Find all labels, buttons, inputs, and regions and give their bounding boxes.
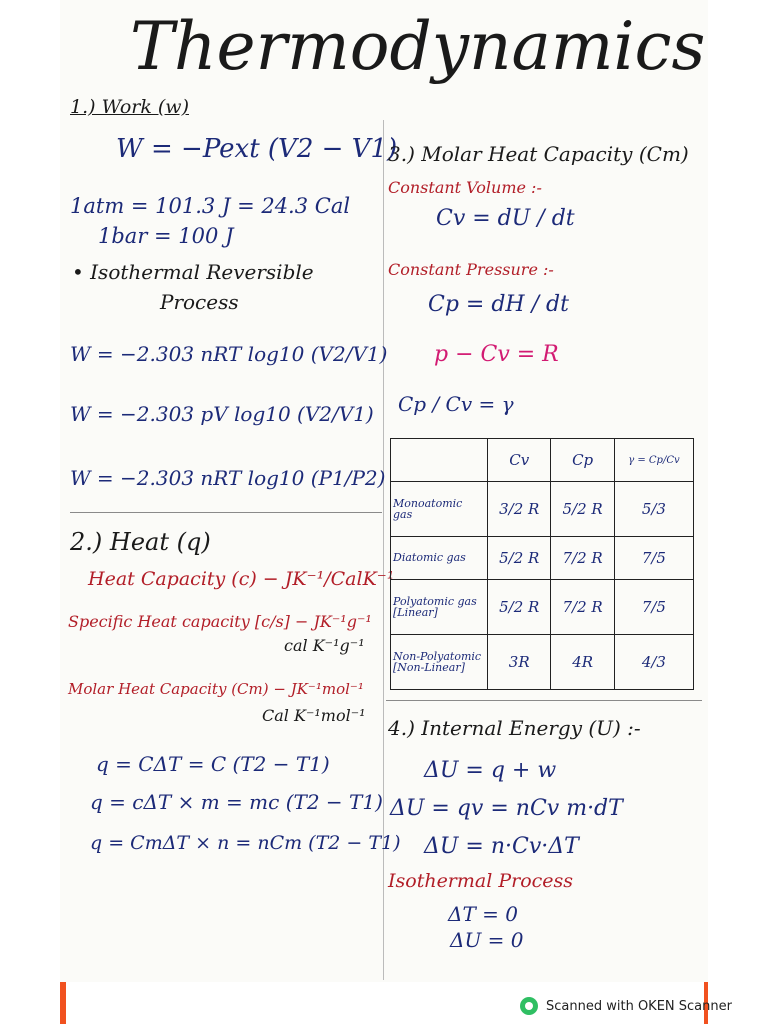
table-cell: 4/3 (614, 635, 693, 690)
heat-eq-1: q = CΔT = C (T2 − T1) (96, 752, 330, 776)
table-cell: 5/3 (614, 482, 693, 537)
internal-eq-1: ΔU = q + w (424, 758, 557, 783)
table-cell: 5/2 R (488, 580, 551, 635)
table-header-cell: γ = Cp/Cv (614, 439, 693, 482)
table-row (391, 635, 694, 690)
table-row (391, 482, 694, 537)
table-cell-gas: Polyatomic gas [Linear] (391, 580, 488, 635)
isothermal-heading-cont: Process (160, 290, 239, 314)
unit-conversion-atm: 1atm = 101.3 J = 24.3 Cal (70, 194, 351, 218)
gas-heat-capacity-table (390, 438, 694, 690)
table-cell: 4R (551, 635, 614, 690)
table-cell: 5/2 R (551, 482, 614, 537)
table-cell: 3/2 R (488, 482, 551, 537)
heat-eq-2: q = cΔT × m = mc (T2 − T1) (90, 790, 383, 814)
table-cell-gas: Non-Polyatomic [Non-Linear] (391, 635, 488, 690)
cv-formula: Cv = dU / dt (436, 206, 575, 231)
molar-heat-units: Cal K⁻¹mol⁻¹ (262, 706, 366, 725)
heat-capacity-line: Heat Capacity (c) − JK⁻¹/CalK⁻¹ (88, 568, 395, 590)
internal-eq-2: ΔU = qv = nCv m·dT (390, 796, 623, 821)
section-divider-table-internal (386, 700, 702, 701)
heat-eq-3: q = CmΔT × n = nCm (T2 − T1) (90, 832, 401, 854)
mayer-relation: p − Cv = R (434, 342, 559, 367)
unit-conversion-bar: 1bar = 100 J (98, 224, 234, 248)
heat-heading: 2.) Heat (q) (70, 528, 211, 556)
constant-volume-label: Constant Volume :- (388, 178, 542, 197)
table-cell: 5/2 R (488, 537, 551, 580)
table-cell: 7/5 (614, 537, 693, 580)
table-cell-gas: Diatomic gas (391, 537, 488, 580)
table-cell: 7/2 R (551, 580, 614, 635)
gamma-ratio: Cp / Cv = γ (398, 392, 514, 416)
work-formula-nrt-volume: W = −2.303 nRT log10 (V2/V1) (70, 342, 388, 366)
table-header-row (391, 439, 694, 482)
table-header-cell: Cp (551, 439, 614, 482)
table-cell: 7/2 R (551, 537, 614, 580)
internal-eq-4: ΔT = 0 (448, 902, 518, 926)
internal-eq-5: ΔU = 0 (450, 928, 524, 952)
work-formula-pv: W = −2.303 pV log10 (V2/V1) (70, 402, 374, 426)
table-cell: 3R (488, 635, 551, 690)
work-formula: W = −Pext (V2 − V1) (116, 134, 398, 164)
isothermal-process-label: Isothermal Process (388, 870, 574, 892)
section-divider-work-heat (70, 512, 382, 513)
molar-heat-line: Molar Heat Capacity (Cm) − JK⁻¹mol⁻¹ (68, 680, 364, 698)
page-title: Thermodynamics (130, 8, 706, 85)
scanner-watermark-text: Scanned with OKEN Scanner (546, 998, 732, 1014)
constant-pressure-label: Constant Pressure :- (388, 260, 554, 279)
molar-heading: 3.) Molar Heat Capacity (Cm) (388, 142, 689, 166)
table-header-cell: Cv (488, 439, 551, 482)
scanner-logo-icon (520, 997, 538, 1015)
table-row (391, 580, 694, 635)
specific-heat-line: Specific Heat capacity [c/s] − JK⁻¹g⁻¹ (68, 612, 372, 631)
work-formula-nrt-pressure: W = −2.303 nRT log10 (P1/P2) (70, 466, 386, 490)
isothermal-heading: • Isothermal Reversible (72, 260, 314, 284)
specific-heat-units: cal K⁻¹g⁻¹ (284, 636, 365, 655)
work-heading: 1.) Work (w) (70, 96, 189, 118)
internal-eq-3: ΔU = n·Cv·ΔT (424, 834, 579, 859)
table-row (391, 537, 694, 580)
table-header-cell (391, 439, 488, 482)
table-cell-gas: Monoatomic gas (391, 482, 488, 537)
table-cell: 7/5 (614, 580, 693, 635)
scanner-watermark (520, 996, 732, 1016)
internal-energy-heading: 4.) Internal Energy (U) :- (388, 716, 641, 740)
cp-formula: Cp = dH / dt (428, 292, 569, 317)
